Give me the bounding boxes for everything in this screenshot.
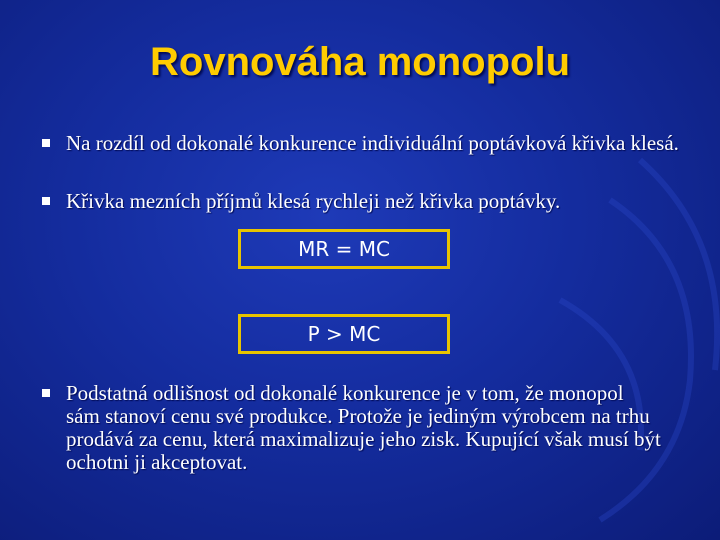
bullet-item	[42, 132, 682, 155]
formula-box-mr-mc: MR = MC	[238, 229, 450, 269]
square-bullet-icon	[42, 389, 50, 397]
square-bullet-icon	[42, 197, 50, 205]
bullet-item	[42, 382, 662, 474]
square-bullet-icon	[42, 139, 50, 147]
bullet-text: Křivka mezních příjmů klesá rychleji než křivka poptávky.	[66, 189, 561, 213]
formula-box-p-mc: P > MC	[238, 314, 450, 354]
slide-title: Rovnováha monopolu	[150, 40, 570, 84]
bullet-item	[42, 190, 682, 213]
bullet-text: Podstatná odlišnost od dokonalé konkurence je v tom, že monopol sám stanoví cenu své produkce. Protože je jediným výrobcem na trhu prodává za cenu, která maximalizuje jeho zisk. Kupující však musí být ochotni ji akceptovat.	[66, 381, 661, 474]
bullet-text: Na rozdíl od dokonalé konkurence individuální poptávková křivka klesá.	[66, 131, 679, 155]
